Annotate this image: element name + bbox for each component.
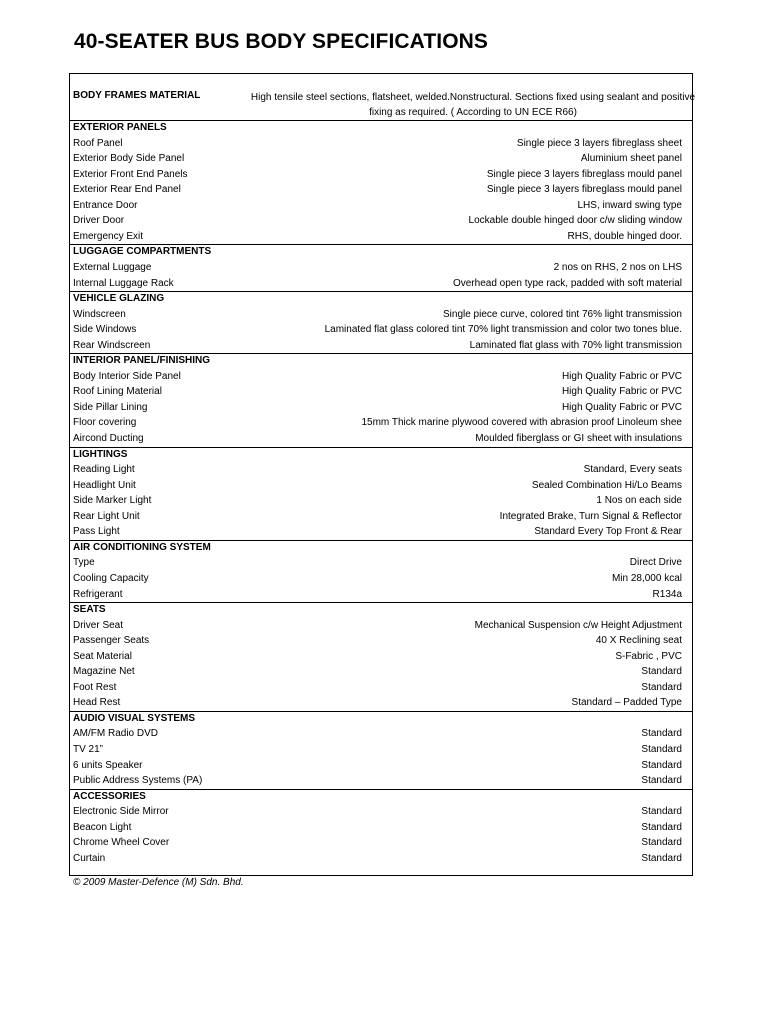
spec-row — [70, 695, 692, 711]
spec-value: 1 Nos on each side — [596, 495, 682, 507]
spec-value: Single piece 3 layers fibreglass sheet — [516, 137, 682, 149]
section-heading-text: VEHICLE GLAZING — [73, 293, 165, 305]
spec-row — [70, 276, 692, 292]
spec-label: Beacon Light — [73, 821, 132, 833]
spec-label: Pass Light — [73, 526, 120, 538]
spec-row — [70, 384, 692, 400]
spec-row — [70, 680, 692, 696]
spec-value: Standard Every Top Front & Rear — [534, 526, 682, 538]
spec-row — [70, 509, 692, 525]
spec-value: Aluminium sheet panel — [580, 153, 682, 165]
spec-row — [70, 431, 692, 447]
spec-label: Head Rest — [73, 697, 121, 709]
spec-label: Side Marker Light — [73, 495, 152, 507]
spec-label: Curtain — [73, 852, 106, 864]
spec-row — [70, 851, 692, 867]
spec-value: Sealed Combination Hi/Lo Beams — [531, 479, 682, 491]
spec-label: Driver Seat — [73, 619, 124, 631]
spec-label: Reading Light — [73, 464, 135, 476]
spec-label: Roof Panel — [73, 137, 123, 149]
spec-row — [70, 151, 692, 167]
spec-value: Direct Drive — [629, 557, 682, 569]
spec-value: Standard — [641, 666, 682, 678]
spec-label: Electronic Side Mirror — [73, 806, 169, 818]
spec-value: Lockable double hinged door c/w sliding window — [468, 215, 682, 227]
spec-row — [70, 726, 692, 742]
spec-row — [70, 555, 692, 571]
spec-row — [70, 633, 692, 649]
spec-row — [70, 758, 692, 774]
spec-row — [70, 773, 692, 789]
spec-value: Standard — [641, 775, 682, 787]
spec-value: Standard — [641, 852, 682, 864]
spec-row — [70, 524, 692, 540]
spec-row — [70, 415, 692, 431]
section-heading-text: ACCESSORIES — [73, 790, 146, 802]
spec-value: Single piece 3 layers fibreglass mould panel — [486, 168, 682, 180]
spec-value: Single piece 3 layers fibreglass mould panel — [486, 184, 682, 196]
section-heading-text: EXTERIOR PANELS — [73, 122, 167, 133]
spec-row — [70, 167, 692, 183]
spec-label: Rear Windscreen — [73, 339, 151, 351]
spec-label: Chrome Wheel Cover — [73, 837, 170, 849]
section-heading-text: LUGGAGE COMPARTMENTS — [73, 246, 212, 258]
spec-value: 40 X Reclining seat — [595, 635, 682, 647]
section-heading-text: SEATS — [73, 604, 106, 616]
spec-row — [70, 338, 692, 354]
spec-row — [70, 742, 692, 758]
spec-row — [70, 664, 692, 680]
spec-label: Exterior Body Side Panel — [73, 153, 185, 165]
section-heading — [70, 602, 692, 618]
spec-row — [70, 400, 692, 416]
spec-value: Standard — [641, 681, 682, 693]
body-frames-label: BODY FRAMES MATERIAL — [73, 90, 201, 101]
spec-value: R134a — [652, 588, 682, 600]
page-title: 40-SEATER BUS BODY SPECIFICATIONS — [74, 30, 489, 53]
spec-row — [70, 493, 692, 509]
spec-value: Standard — [641, 806, 682, 818]
spec-label: Foot Rest — [73, 681, 117, 693]
spec-label: Passenger Seats — [73, 635, 150, 647]
spec-value: Laminated flat glass with 70% light transmission — [469, 339, 682, 351]
spec-value: Integrated Brake, Turn Signal & Reflector — [499, 510, 682, 522]
spec-value: S-Fabric , PVC — [615, 650, 682, 662]
spec-label: Floor covering — [73, 417, 137, 429]
spec-label: Driver Door — [73, 215, 125, 227]
section-heading — [70, 789, 692, 805]
spec-label: Magazine Net — [73, 666, 135, 678]
spec-row — [70, 369, 692, 385]
spec-label: Type — [73, 557, 95, 569]
spec-row — [70, 478, 692, 494]
spec-row — [70, 587, 692, 603]
spec-value: LHS, inward swing type — [577, 199, 682, 211]
spec-row — [70, 307, 692, 323]
spec-label: Body Interior Side Panel — [73, 370, 181, 382]
spec-row — [70, 618, 692, 634]
spec-value: Moulded fiberglass or GI sheet with insulations — [475, 433, 682, 444]
spec-value: High Quality Fabric or PVC — [561, 370, 682, 382]
section-heading-text: INTERIOR PANEL/FINISHING — [73, 355, 211, 367]
spec-row — [70, 804, 692, 820]
spec-value: 15mm Thick marine plywood covered with abrasion proof Linoleum shee — [361, 417, 682, 429]
spec-label: Side Windows — [73, 324, 137, 336]
spec-label: Internal Luggage Rack — [73, 277, 174, 289]
spec-row — [70, 462, 692, 478]
spec-row — [70, 571, 692, 587]
spec-label: Entrance Door — [73, 199, 138, 211]
spec-value: High Quality Fabric or PVC — [561, 386, 682, 398]
section-heading — [70, 353, 692, 369]
spec-value: Overhead open type rack, padded with soft material — [452, 277, 682, 289]
spec-label: Windscreen — [73, 308, 126, 320]
spec-label: 6 units Speaker — [73, 759, 143, 771]
spec-row — [70, 182, 692, 198]
spec-label: AM/FM Radio DVD — [73, 728, 159, 740]
spec-value: Mechanical Suspension c/w Height Adjustment — [474, 619, 682, 631]
spec-value: Standard — [641, 821, 682, 833]
section-heading — [70, 711, 692, 727]
spec-value: RHS, double hinged door. — [567, 230, 682, 242]
spec-row — [70, 835, 692, 851]
section-heading — [70, 244, 692, 260]
spec-row — [70, 649, 692, 665]
section-heading — [70, 540, 692, 556]
spec-label: Emergency Exit — [73, 230, 144, 242]
spec-value: Standard – Padded Type — [571, 697, 682, 709]
spec-label: Headlight Unit — [73, 479, 136, 491]
spec-value: Standard — [641, 759, 682, 771]
spec-value: Standard — [641, 728, 682, 740]
spec-value: 2 nos on RHS, 2 nos on LHS — [553, 261, 682, 273]
spec-row — [70, 322, 692, 338]
spec-label: Cooling Capacity — [73, 572, 149, 584]
spec-row — [70, 136, 692, 152]
spec-row — [70, 198, 692, 214]
section-heading — [70, 291, 692, 307]
section-heading-text: LIGHTINGS — [73, 448, 128, 460]
spec-label: Exterior Rear End Panel — [73, 184, 181, 196]
spec-label: Public Address Systems (PA) — [73, 775, 203, 787]
spec-label: Exterior Front End Panels — [73, 168, 188, 180]
spec-row — [70, 820, 692, 836]
spec-value: Laminated flat glass colored tint 70% light transmission and color two tones blue. — [324, 324, 682, 336]
section-heading-text: AIR CONDITIONING SYSTEM — [73, 541, 211, 553]
spec-value: Single piece curve, colored tint 76% light transmission — [442, 308, 682, 320]
body-frames-value: High tensile steel sections, flatsheet, welded.Nonstructural. Sections fixed using sealant and positive fixing as required. ( According to UN ECE R66) — [250, 92, 696, 118]
spec-value: Standard — [641, 837, 682, 849]
copyright-footer: © 2009 Master-Defence (M) Sdn. Bhd. — [73, 877, 244, 888]
spec-value: Min 28,000 kcal — [611, 572, 682, 584]
spec-label: Seat Material — [73, 650, 132, 662]
spec-label: Aircond Ducting — [73, 433, 144, 444]
section-heading — [70, 120, 692, 136]
spec-value: Standard — [641, 744, 682, 755]
spec-row — [70, 260, 692, 276]
section-heading-text: AUDIO VISUAL SYSTEMS — [73, 712, 196, 724]
section-heading — [70, 447, 692, 463]
spec-label: Roof Lining Material — [73, 386, 162, 398]
spec-value: Standard, Every seats — [583, 464, 682, 476]
spec-label: TV 21” — [73, 744, 104, 755]
spec-label: Side Pillar Lining — [73, 401, 148, 413]
spec-row — [70, 213, 692, 229]
spec-label: Rear Light Unit — [73, 510, 140, 522]
spec-row — [70, 229, 692, 245]
spec-label: External Luggage — [73, 261, 152, 273]
spec-table — [69, 73, 696, 876]
spec-label: Refrigerant — [73, 588, 123, 600]
spec-value: High Quality Fabric or PVC — [561, 401, 682, 413]
